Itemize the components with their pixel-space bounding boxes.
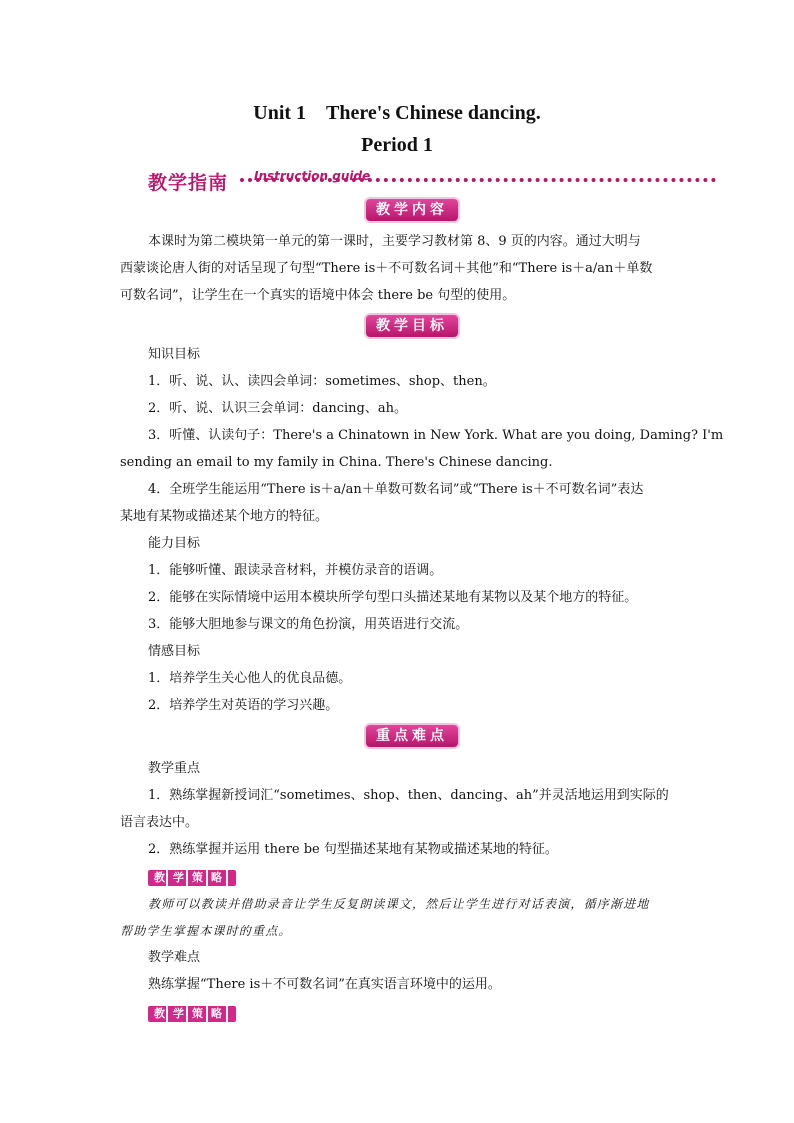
content-line: 西蒙谈论唐人街的对话呈现了句型“There is＋不可数名词＋其他”和“There is＋a/an＋单数: [120, 261, 653, 276]
strategy-text: 帮助学生掌握本课时的重点。: [120, 924, 292, 938]
list-item: 1．培养学生关心他人的优良品德。: [148, 671, 352, 686]
list-item: 4．全班学生能运用“There is＋a/an＋单数可数名词”或“There is＋不可数名词”表达: [148, 482, 644, 497]
list-item: 2．培养学生对英语的学习兴趣。: [148, 698, 339, 713]
section-badge-goals: 教学目标: [366, 315, 458, 337]
list-item: 1．能够听懂、跟读录音材料，并模仿录音的语调。: [148, 563, 443, 578]
list-item: 3．能够大胆地参与课文的角色扮演，用英语进行交流。: [148, 617, 469, 632]
list-item-cont: sending an email to my family in China. There's Chinese dancing.: [120, 455, 553, 470]
list-item: 熟练掌握“There is＋不可数名词”在真实语言环境中的运用。: [148, 977, 501, 992]
subheading: 教学难点: [148, 950, 201, 965]
list-item-cont: 语言表达中。: [120, 815, 199, 830]
content-line: 本课时为第二模块第一单元的第一课时，主要学习教材第 8、9 页的内容。通过大明与: [148, 234, 641, 249]
list-item-cont: 某地有某物或描述某个地方的特征。: [120, 509, 329, 524]
list-item: 1．熟练掌握新授词汇“sometimes、shop、then、dancing、ah”并灵活地运用到实际的: [148, 788, 669, 803]
section-badge-content: 教学内容: [366, 199, 458, 221]
strategy-text: 教师可以教读并借助录音让学生反复朗读课文，然后让学生进行对话表演，循序渐进地: [148, 897, 650, 911]
subheading: 能力目标: [148, 536, 201, 551]
section-badge-keypoints: 重点难点: [366, 725, 458, 747]
list-item: 2．听、说、认识三会单词：dancing、ah。: [148, 401, 407, 416]
content-line: 可数名词”，让学生在一个真实的语境中体会 there be 句型的使用。: [120, 288, 516, 303]
instruction-guide-header: [148, 168, 718, 192]
list-item: 1．听、说、认、读四会单词：sometimes、shop、then。: [148, 374, 496, 389]
strategy-tag: 教学策略: [148, 870, 236, 886]
guide-title-en: Instruction guide: [254, 169, 371, 183]
unit-title: Unit 1 There's Chinese dancing.: [253, 102, 541, 124]
list-item: 2．熟练掌握并运用 there be 句型描述某地有某物或描述某地的特征。: [148, 842, 558, 857]
subheading: 情感目标: [148, 644, 201, 659]
guide-title-cn: 教学指南: [148, 172, 229, 194]
list-item: 2．能够在实际情境中运用本模块所学句型口头描述某地有某物以及某个地方的特征。: [148, 590, 638, 605]
list-item: 3．听懂、认读句子：There's a Chinatown in New York. What are you doing, Daming? I'm: [148, 428, 724, 443]
period-title: Period 1: [361, 134, 433, 156]
strategy-tag: 教学策略: [148, 1006, 236, 1022]
subheading: 知识目标: [148, 347, 201, 362]
subheading: 教学重点: [148, 761, 201, 776]
